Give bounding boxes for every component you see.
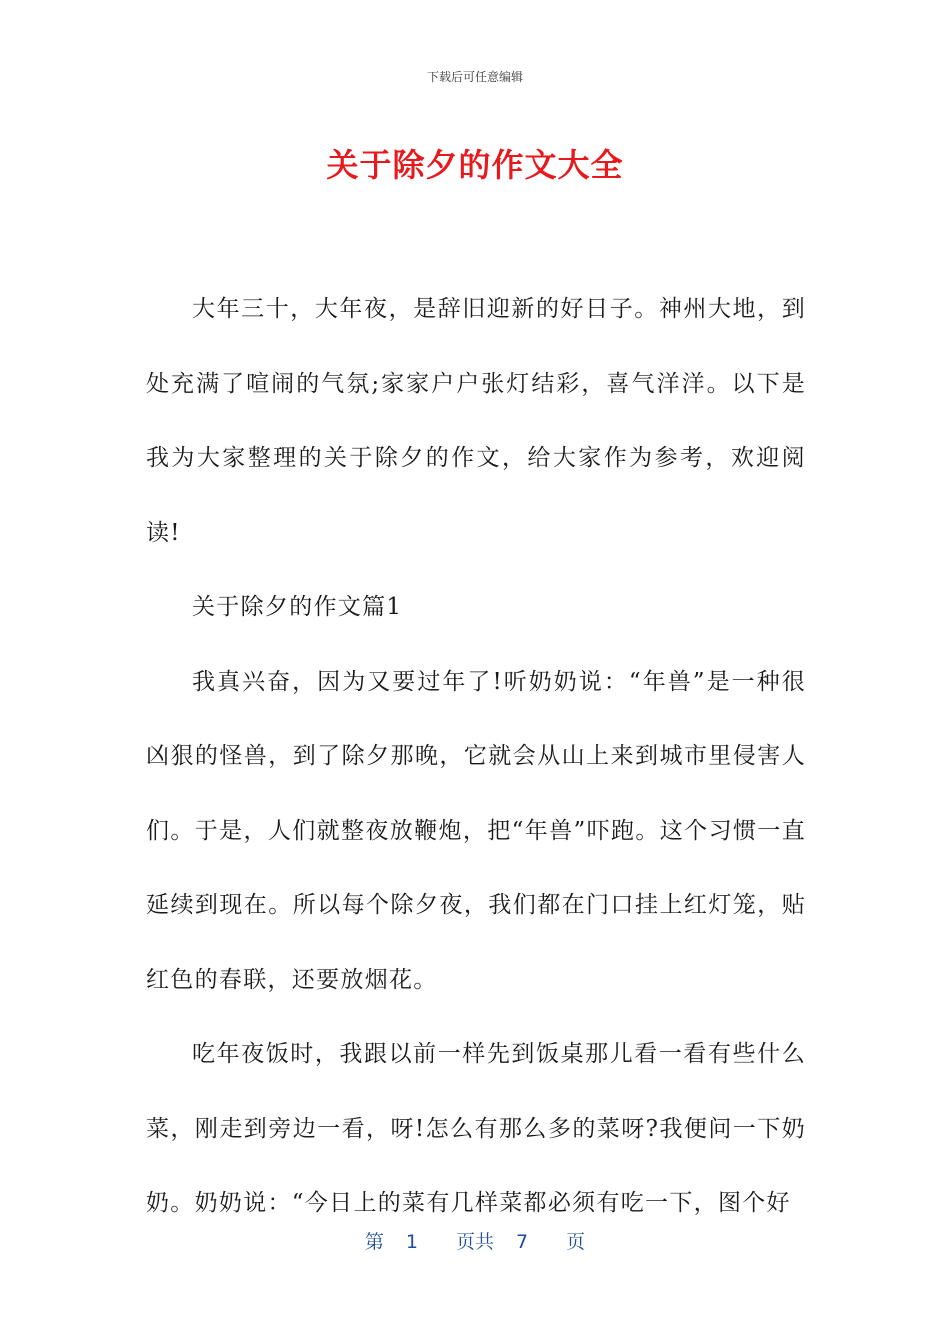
page-footer (0, 1227, 950, 1254)
footer-page-suffix: 页 (566, 1231, 586, 1253)
footer-total-pages: 7 (516, 1231, 529, 1253)
footer-page-number: 1 (405, 1231, 418, 1253)
paragraph-dinner: 吃年夜饭时，我跟以前一样先到饭桌那儿看一看有些什么菜，刚走到旁边一看，呀!怎么有那么多的菜呀?我便问一下奶奶。奶奶说：“今日上的菜有几样菜都必须有吃一下，图个好 (146, 1041, 806, 1216)
paragraph-intro: 大年三十，大年夜，是辞旧迎新的好日子。神州大地，到处充满了喧闹的气氛;家家户户张灯结彩，喜气洋洋。以下是我为大家整理的关于除夕的作文，给大家作为参考，欢迎阅读! (146, 296, 806, 546)
footer-page-middle: 页共 (455, 1231, 494, 1253)
document-body (146, 272, 806, 1241)
footer-page-prefix: 第 (364, 1231, 384, 1253)
paragraph-new-year-beast: 我真兴奋，因为又要过年了!听奶奶说：“年兽”是一种很凶狠的怪兽，到了除夕那晚，它就会从山上来到城市里侵害人们。于是，人们就整夜放鞭炮，把“年兽”吓跑。这个习惯一直延续到现在。所以每个除夕夜，我们都在门口挂上红灯笼，贴红色的春联，还要放烟花。 (146, 668, 806, 993)
document-title: 关于除夕的作文大全 (326, 146, 624, 184)
header-note: 下载后可任意编辑 (426, 70, 523, 84)
section-heading: 关于除夕的作文篇1 (192, 594, 403, 620)
